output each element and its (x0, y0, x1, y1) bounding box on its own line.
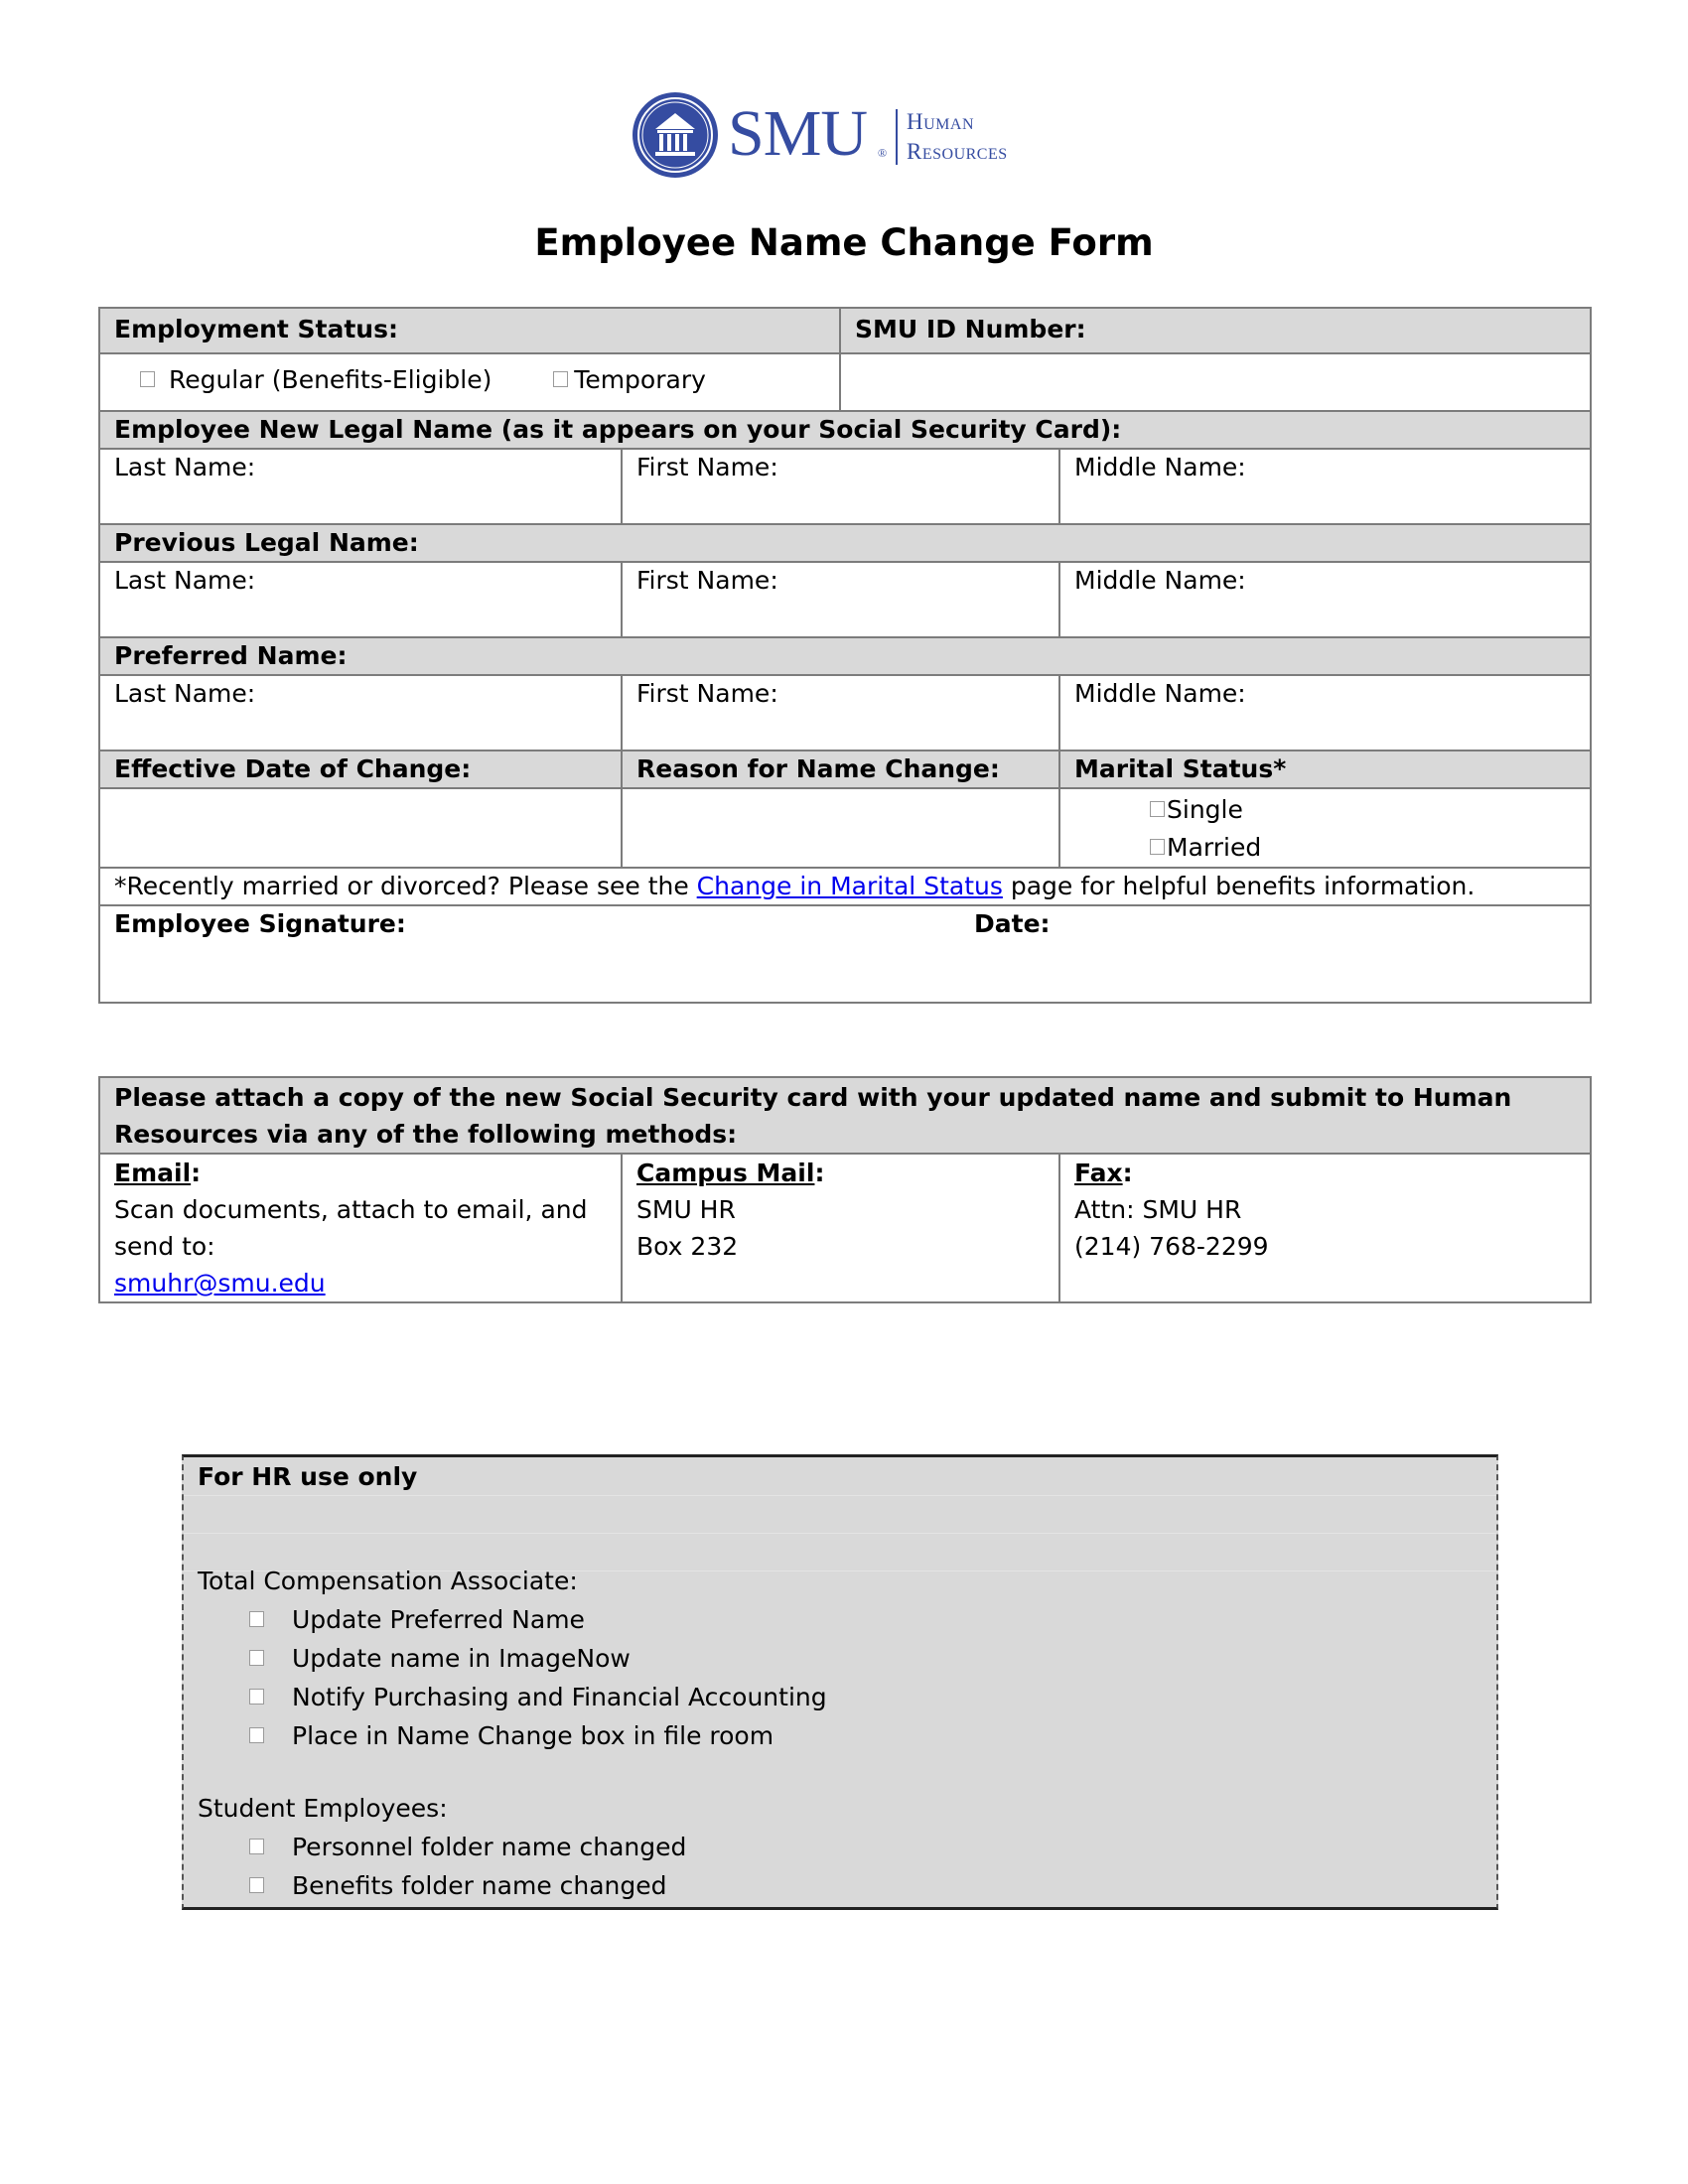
preferred-first-name-field[interactable] (622, 675, 1059, 751)
logo-registered-mark: ® (878, 146, 888, 160)
temporary-checkbox[interactable] (553, 371, 568, 387)
hr-checklist-item[interactable] (249, 1600, 585, 1639)
smu-seal-icon (632, 91, 719, 179)
new-first-name-label: First Name: (636, 453, 778, 481)
new-last-name-label: Last Name: (114, 453, 256, 481)
campus-mail-method: Campus Mail: SMU HR Box 232 (622, 1154, 1059, 1302)
preferred-middle-name-label: Middle Name: (1074, 679, 1246, 708)
preferred-first-name-label: First Name: (636, 679, 778, 708)
hr-checkbox[interactable] (249, 1650, 264, 1666)
campus-mail-label: Campus Mail (636, 1159, 815, 1187)
hr-checklist-item-label: Notify Purchasing and Financial Accounting (292, 1683, 827, 1711)
reason-input[interactable] (622, 788, 1059, 868)
smu-id-label: SMU ID Number: (840, 308, 1591, 353)
hr-checkbox[interactable] (249, 1839, 264, 1854)
married-option[interactable] (1150, 829, 1576, 867)
hr-use-only-header: For HR use only (198, 1462, 418, 1491)
hr-checklist-item-label: Place in Name Change box in file room (292, 1721, 774, 1750)
hr-checkbox[interactable] (249, 1877, 264, 1893)
marital-status-label: Marital Status* (1059, 751, 1591, 788)
new-legal-name-header: Employee New Legal Name (as it appears on your Social Security Card): (99, 411, 1591, 449)
hr-checklist-item-label: Update name in ImageNow (292, 1644, 631, 1673)
campus-mail-line2: Box 232 (636, 1232, 739, 1261)
hr-checklist-item-label: Personnel folder name changed (292, 1833, 687, 1861)
email-instructions-line1: Scan documents, attach to email, and (114, 1195, 588, 1224)
hr-use-only-box (182, 1454, 1498, 1910)
page-title: Employee Name Change Form (534, 221, 1154, 264)
note-prefix: *Recently married or divorced? Please see the (114, 872, 697, 900)
hr-checklist-item[interactable] (249, 1639, 631, 1678)
effective-date-label: Effective Date of Change: (99, 751, 622, 788)
signature-date-label: Date: (974, 909, 1051, 938)
logo-brand-text: SMU (728, 97, 868, 170)
fax-method: Fax: Attn: SMU HR (214) 768-2299 (1059, 1154, 1591, 1302)
new-last-name-field[interactable] (99, 449, 622, 524)
new-middle-name-field[interactable] (1059, 449, 1591, 524)
hr-checklist-item[interactable] (249, 1828, 686, 1866)
email-instructions-line2: send to: (114, 1232, 215, 1261)
campus-mail-line1: SMU HR (636, 1195, 736, 1224)
employment-status-label: Employment Status: (99, 308, 840, 353)
preferred-name-header: Preferred Name: (99, 637, 1591, 675)
reason-label: Reason for Name Change: (622, 751, 1059, 788)
marital-status-options (1059, 788, 1591, 868)
hr-email-link[interactable]: smuhr@smu.edu (114, 1269, 326, 1297)
smu-id-input[interactable] (840, 353, 1591, 411)
hr-checklist-item[interactable] (249, 1716, 774, 1755)
note-suffix: page for helpful benefits information. (1002, 872, 1476, 900)
employment-status-options (99, 353, 840, 411)
hr-checkbox[interactable] (249, 1611, 264, 1627)
name-change-form-table (98, 307, 1592, 1004)
signature-row[interactable] (99, 905, 1591, 1003)
previous-legal-name-header: Previous Legal Name: (99, 524, 1591, 562)
student-employees-label: Student Employees: (198, 1794, 448, 1823)
regular-option[interactable] (140, 365, 492, 394)
preferred-last-name-field[interactable] (99, 675, 622, 751)
new-middle-name-label: Middle Name: (1074, 453, 1246, 481)
employee-signature-label: Employee Signature: (114, 909, 406, 938)
previous-first-name-field[interactable] (622, 562, 1059, 637)
hr-checklist-item-label: Benefits folder name changed (292, 1871, 667, 1900)
single-option-label: Single (1167, 795, 1243, 824)
previous-middle-name-label: Middle Name: (1074, 566, 1246, 595)
hr-checkbox[interactable] (249, 1727, 264, 1743)
hr-checklist-item[interactable] (249, 1678, 827, 1716)
temporary-option-label: Temporary (574, 365, 706, 394)
logo-department-text (907, 107, 1008, 167)
email-label: Email (114, 1159, 192, 1187)
logo-department-line1: Human (907, 109, 975, 134)
previous-first-name-label: First Name: (636, 566, 778, 595)
married-checkbox[interactable] (1150, 839, 1165, 855)
submission-methods-table (98, 1076, 1592, 1303)
temporary-option[interactable] (553, 365, 706, 394)
effective-date-input[interactable] (99, 788, 622, 868)
single-checkbox[interactable] (1150, 801, 1165, 817)
email-method: Email: Scan documents, attach to email, and send to: smuhr@smu.edu (99, 1154, 622, 1302)
fax-number: (214) 768-2299 (1074, 1232, 1269, 1261)
fax-label: Fax (1074, 1159, 1123, 1187)
married-option-label: Married (1167, 833, 1262, 862)
previous-last-name-label: Last Name: (114, 566, 256, 595)
smu-hr-logo (632, 91, 1054, 181)
hr-checklist-item[interactable] (249, 1866, 667, 1905)
fax-attention: Attn: SMU HR (1074, 1195, 1242, 1224)
logo-department-line2: Resources (907, 139, 1008, 164)
logo-divider (896, 109, 898, 165)
previous-middle-name-field[interactable] (1059, 562, 1591, 637)
hr-checklist-item-label: Update Preferred Name (292, 1605, 585, 1634)
total-compensation-label: Total Compensation Associate: (198, 1567, 578, 1595)
previous-last-name-field[interactable] (99, 562, 622, 637)
regular-option-label: Regular (Benefits-Eligible) (168, 365, 492, 394)
single-option[interactable] (1150, 791, 1576, 829)
change-in-marital-status-link[interactable]: Change in Marital Status (696, 872, 1003, 900)
preferred-middle-name-field[interactable] (1059, 675, 1591, 751)
marital-status-note (99, 868, 1591, 905)
submission-instructions: Please attach a copy of the new Social Security card with your updated name and submit to Human Resources via any of the following methods: (99, 1077, 1591, 1154)
new-first-name-field[interactable] (622, 449, 1059, 524)
regular-checkbox[interactable] (140, 371, 155, 387)
preferred-last-name-label: Last Name: (114, 679, 256, 708)
hr-checkbox[interactable] (249, 1689, 264, 1705)
